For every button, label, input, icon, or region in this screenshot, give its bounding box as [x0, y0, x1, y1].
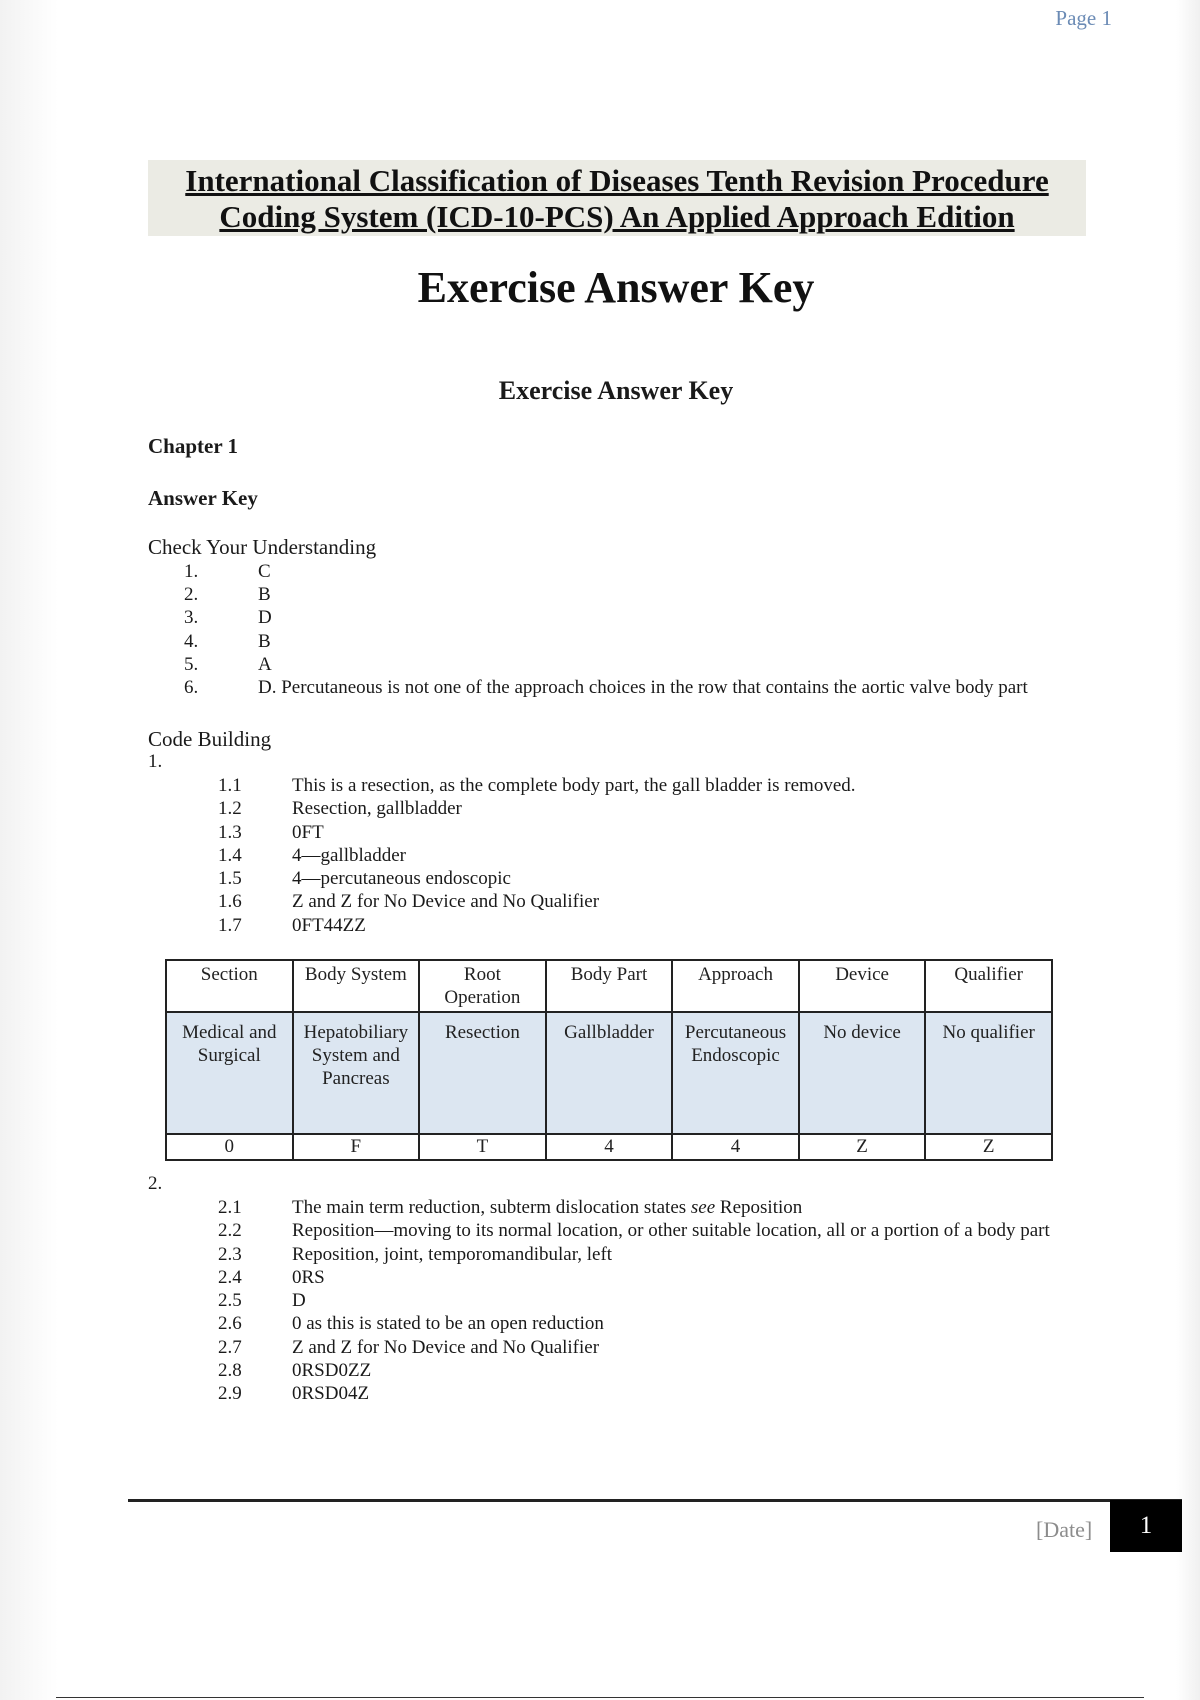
page-shadow-right [1176, 0, 1200, 1700]
list-item [218, 867, 856, 890]
step-number: 1.4 [218, 844, 242, 866]
item-answer: B [258, 630, 271, 652]
step-text: Z and Z for No Device and No Qualifier [292, 1336, 600, 1358]
step-text: 0 as this is stated to be an open reduction [292, 1313, 604, 1335]
page-bottom-divider [56, 1697, 1144, 1698]
list-item [218, 1336, 1092, 1359]
table-cell: F [293, 1134, 420, 1160]
step-number: 1.2 [218, 798, 242, 820]
item-answer: A [258, 653, 272, 675]
table-cell: Percutaneous Endoscopic [672, 1012, 799, 1134]
item-number: 6. [184, 676, 199, 698]
step-text: 4—gallbladder [292, 844, 406, 866]
list-item [218, 1312, 1092, 1335]
table-cell: Z [925, 1134, 1052, 1160]
table-cell: 4 [546, 1134, 673, 1160]
list-item [218, 1243, 1092, 1266]
list-item [218, 1359, 1092, 1382]
list-item [218, 774, 856, 797]
table-cell: Medical and Surgical [166, 1012, 293, 1134]
title-line-1: International Classification of Diseases Tenth Revision Procedure [185, 163, 1049, 198]
step-text: 0RSD04Z [292, 1383, 370, 1405]
table-row [166, 1134, 1052, 1160]
footer-date: [Date] [1036, 1517, 1093, 1542]
answer-key-heading: Answer Key [148, 486, 258, 510]
document-title-banner [148, 160, 1086, 236]
step-number: 2.4 [218, 1266, 242, 1288]
step-number: 1.7 [218, 914, 242, 936]
step-number: 2.6 [218, 1313, 242, 1335]
table-header-cell: Root Operation [419, 960, 546, 1012]
step-text: 0FT [292, 821, 324, 843]
list-item [182, 583, 1028, 606]
list-item [218, 914, 856, 937]
page-indicator: Page 1 [1055, 6, 1112, 30]
item-answer: B [258, 584, 271, 606]
title-line-2: Coding System (ICD-10-PCS) An Applied Approach Edition [219, 199, 1015, 234]
table-cell: Z [799, 1134, 926, 1160]
check-understanding-list [182, 560, 1028, 699]
step-text: Z and Z for No Device and No Qualifier [292, 891, 600, 913]
table-cell: T [419, 1134, 546, 1160]
table-row [166, 1012, 1052, 1134]
step-text: This is a resection, as the complete body part, the gall bladder is removed. [292, 775, 856, 796]
step-text-part: The main term reduction, subterm dislocation states [292, 1197, 691, 1218]
step-number: 2.1 [218, 1197, 242, 1218]
list-item [218, 1196, 1092, 1219]
table-cell: 0 [166, 1134, 293, 1160]
table-cell: Gallbladder [546, 1012, 673, 1134]
list-item [218, 1266, 1092, 1289]
step-number: 1.3 [218, 821, 242, 843]
table-cell: No device [799, 1012, 926, 1134]
step-text: 0RS [292, 1266, 325, 1288]
step-text-emphasis: see [690, 1197, 716, 1218]
item-number: 4. [184, 630, 199, 652]
step-number: 1.1 [218, 775, 242, 796]
list-item [218, 1219, 1092, 1242]
table-header-row [166, 960, 1052, 1012]
item-number: 5. [184, 653, 199, 675]
step-text-part: Reposition [715, 1197, 803, 1218]
table-cell: Resection [419, 1012, 546, 1134]
item-number: 3. [184, 607, 199, 629]
table-header-cell: Body System [293, 960, 420, 1012]
table-header-cell: Device [799, 960, 926, 1012]
item-answer: C [258, 561, 271, 582]
step-number: 2.8 [218, 1360, 242, 1382]
chapter-heading: Chapter 1 [148, 434, 239, 458]
step-number: 2.9 [218, 1383, 242, 1405]
step-number: 1.5 [218, 868, 242, 890]
step-number: 1.6 [218, 891, 242, 913]
table-cell: Hepatobiliary System and Pancreas [293, 1012, 420, 1134]
footer-divider [128, 1499, 1182, 1502]
step-number: 2.2 [218, 1220, 242, 1242]
table-header-cell: Section [166, 960, 293, 1012]
table-cell: No qualifier [925, 1012, 1052, 1134]
sub-heading: Exercise Answer Key [498, 376, 734, 405]
exercise-1-number: 1. [148, 751, 163, 772]
table-header-cell: Body Part [546, 960, 673, 1012]
step-text: 0RSD0ZZ [292, 1360, 372, 1382]
step-text: 0FT44ZZ [292, 914, 366, 936]
list-item [182, 653, 1028, 676]
step-text: Reposition—moving to its normal location, or other suitable location, all or a portion of a body part [292, 1220, 1050, 1242]
step-text [292, 1196, 802, 1219]
step-number: 2.3 [218, 1243, 242, 1265]
step-text: Reposition, joint, temporomandibular, left [292, 1243, 613, 1265]
table-cell: 4 [672, 1134, 799, 1160]
list-item [182, 676, 1028, 699]
step-text: 4—percutaneous endoscopic [292, 868, 511, 890]
list-item [218, 821, 856, 844]
exercise-2-steps [218, 1196, 1092, 1406]
step-text: Resection, gallbladder [292, 798, 462, 820]
item-number: 2. [184, 584, 199, 606]
list-item [218, 797, 856, 820]
list-item [218, 1382, 1092, 1405]
list-item [182, 560, 1028, 583]
step-number: 2.7 [218, 1336, 242, 1358]
item-answer: D [258, 607, 272, 629]
list-item [182, 630, 1028, 653]
code-building-title: Code Building [148, 727, 272, 751]
list-item [182, 606, 1028, 629]
exercise-2-number: 2. [148, 1173, 163, 1194]
check-understanding-title: Check Your Understanding [148, 535, 377, 559]
item-number: 1. [184, 561, 199, 582]
item-answer: D. Percutaneous is not one of the approach choices in the row that contains the aortic valve body part [258, 676, 1028, 698]
step-number: 2.5 [218, 1290, 242, 1312]
step-text: D [292, 1290, 306, 1312]
table-header-cell: Approach [672, 960, 799, 1012]
list-item [218, 1289, 1092, 1312]
table-header-cell: Qualifier [925, 960, 1052, 1012]
list-item [218, 890, 856, 913]
footer-page-number: 1 [1110, 1500, 1182, 1552]
main-heading: Exercise Answer Key [417, 263, 815, 312]
exercise-1-steps [218, 774, 856, 937]
code-table [165, 959, 1053, 1161]
list-item [218, 844, 856, 867]
page-shadow-left [0, 0, 58, 1700]
